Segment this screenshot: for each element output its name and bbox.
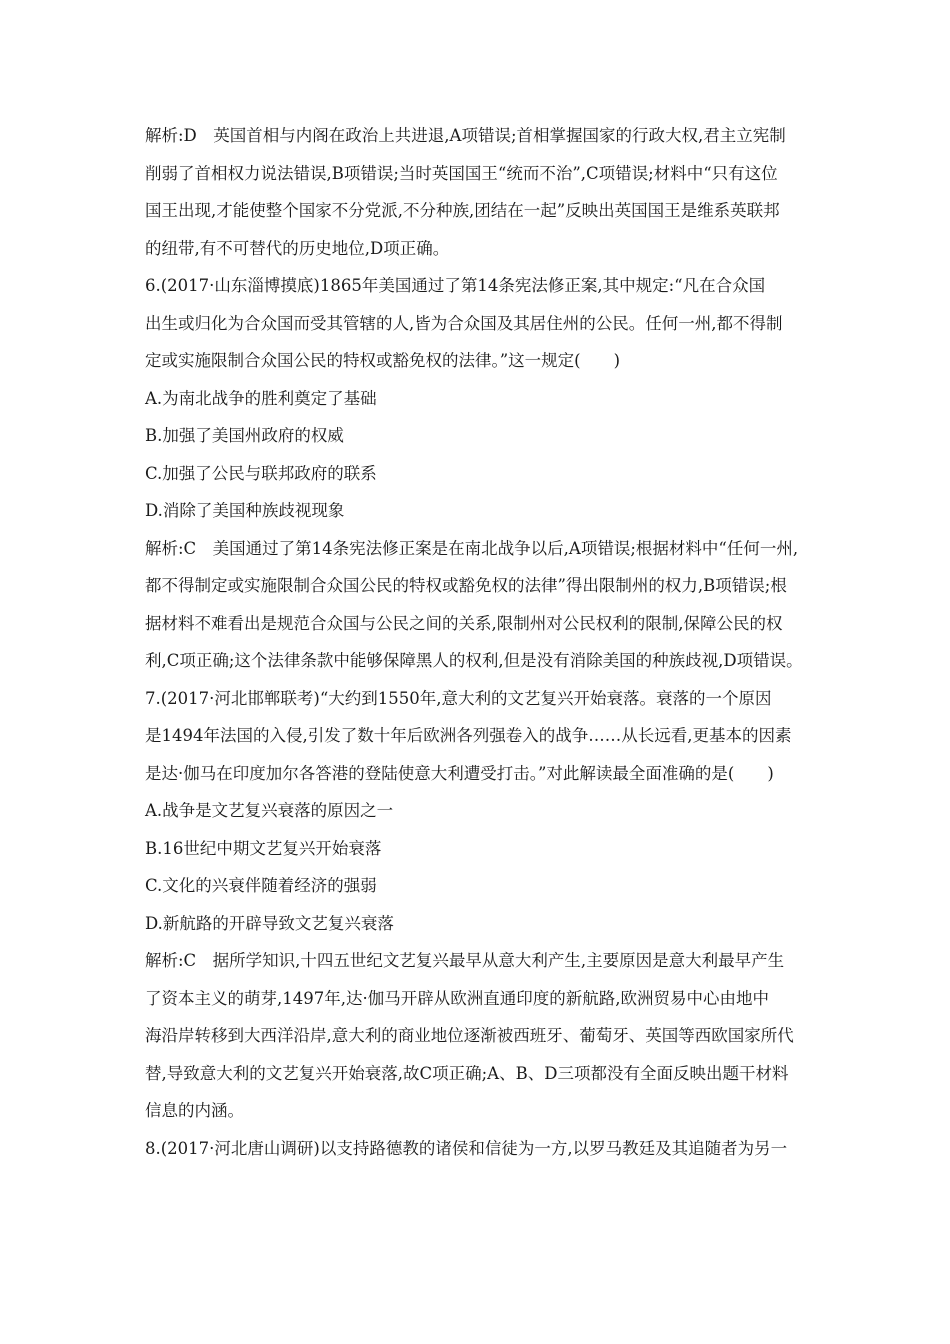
text-line: 削弱了首相权力说法错误,B项错误;当时英国国王“统而不治”,C项错误;材料中“只有这位 xyxy=(145,164,778,183)
question-7-stem: 7.(2017·河北邯郸联考)“大约到1550年,意大利的文艺复兴开始衰落。衰落的一个原因 xyxy=(145,689,772,708)
text-line: 替,导致意大利的文艺复兴开始衰落,故C项正确;A、B、D三项都没有全面反映出题干材料 xyxy=(145,1064,789,1083)
text-line: 都不得制定或实施限制合众国公民的特权或豁免权的法律”得出限制州的权力,B项错误;根 xyxy=(145,576,787,595)
option-c: C.文化的兴衰伴随着经济的强弱 xyxy=(145,876,377,895)
text-line: 信息的内涵。 xyxy=(145,1101,244,1120)
text-line: 定或实施限制合众国公民的特权或豁免权的法律。”这一规定( ) xyxy=(145,351,621,370)
option-c: C.加强了公民与联邦政府的联系 xyxy=(145,464,377,483)
option-d: D.消除了美国种族歧视现象 xyxy=(145,501,345,520)
text-line: 国王出现,才能使整个国家不分党派,不分种族,团结在一起”反映出英国国王是维系英联邦 xyxy=(145,201,780,220)
option-a: A.战争是文艺复兴衰落的原因之一 xyxy=(145,801,394,820)
text-line: 是1494年法国的入侵,引发了数十年后欧洲各列强卷入的战争……从长远看,更基本的因素 xyxy=(145,726,792,745)
text-line: 解析:D 英国首相与内阁在政治上共进退,A项错误;首相掌握国家的行政大权,君主立宪制 xyxy=(145,126,786,145)
text-line: 的纽带,有不可替代的历史地位,D项正确。 xyxy=(145,239,450,258)
text-line: 利,C项正确;这个法律条款中能够保障黑人的权利,但是没有消除美国的种族歧视,D项错误。 xyxy=(145,651,803,670)
answer-analysis: 解析:C 据所学知识,十四五世纪文艺复兴最早从意大利产生,主要原因是意大利最早产生 xyxy=(145,951,785,970)
text-line: 出生或归化为合众国而受其管辖的人,皆为合众国及其居住州的公民。任何一州,都不得制 xyxy=(145,314,783,333)
question-6-stem: 6.(2017·山东淄博摸底)1865年美国通过了第14条宪法修正案,其中规定:“凡在合众国 xyxy=(145,276,766,295)
option-a: A.为南北战争的胜利奠定了基础 xyxy=(145,389,377,408)
option-b: B.加强了美国州政府的权威 xyxy=(145,426,344,445)
text-line: 是达·伽马在印度加尔各答港的登陆使意大利遭受打击。”对此解读最全面准确的是( ) xyxy=(145,764,774,783)
option-b: B.16世纪中期文艺复兴开始衰落 xyxy=(145,839,382,858)
question-8-stem: 8.(2017·河北唐山调研)以支持路德教的诸侯和信徒为一方,以罗马教廷及其追随者为另一 xyxy=(145,1139,788,1158)
answer-analysis: 解析:C 美国通过了第14条宪法修正案是在南北战争以后,A项错误;根据材料中“任何一州, xyxy=(145,539,799,558)
option-d: D.新航路的开辟导致文艺复兴衰落 xyxy=(145,914,394,933)
text-line: 了资本主义的萌芽,1497年,达·伽马开辟从欧洲直通印度的新航路,欧洲贸易中心由地中 xyxy=(145,989,769,1008)
text-line: 据材料不难看出是规范合众国与公民之间的关系,限制州对公民权利的限制,保障公民的权 xyxy=(145,614,783,633)
text-line: 海沿岸转移到大西洋沿岸,意大利的商业地位逐渐被西班牙、葡萄牙、英国等西欧国家所代 xyxy=(145,1026,794,1045)
